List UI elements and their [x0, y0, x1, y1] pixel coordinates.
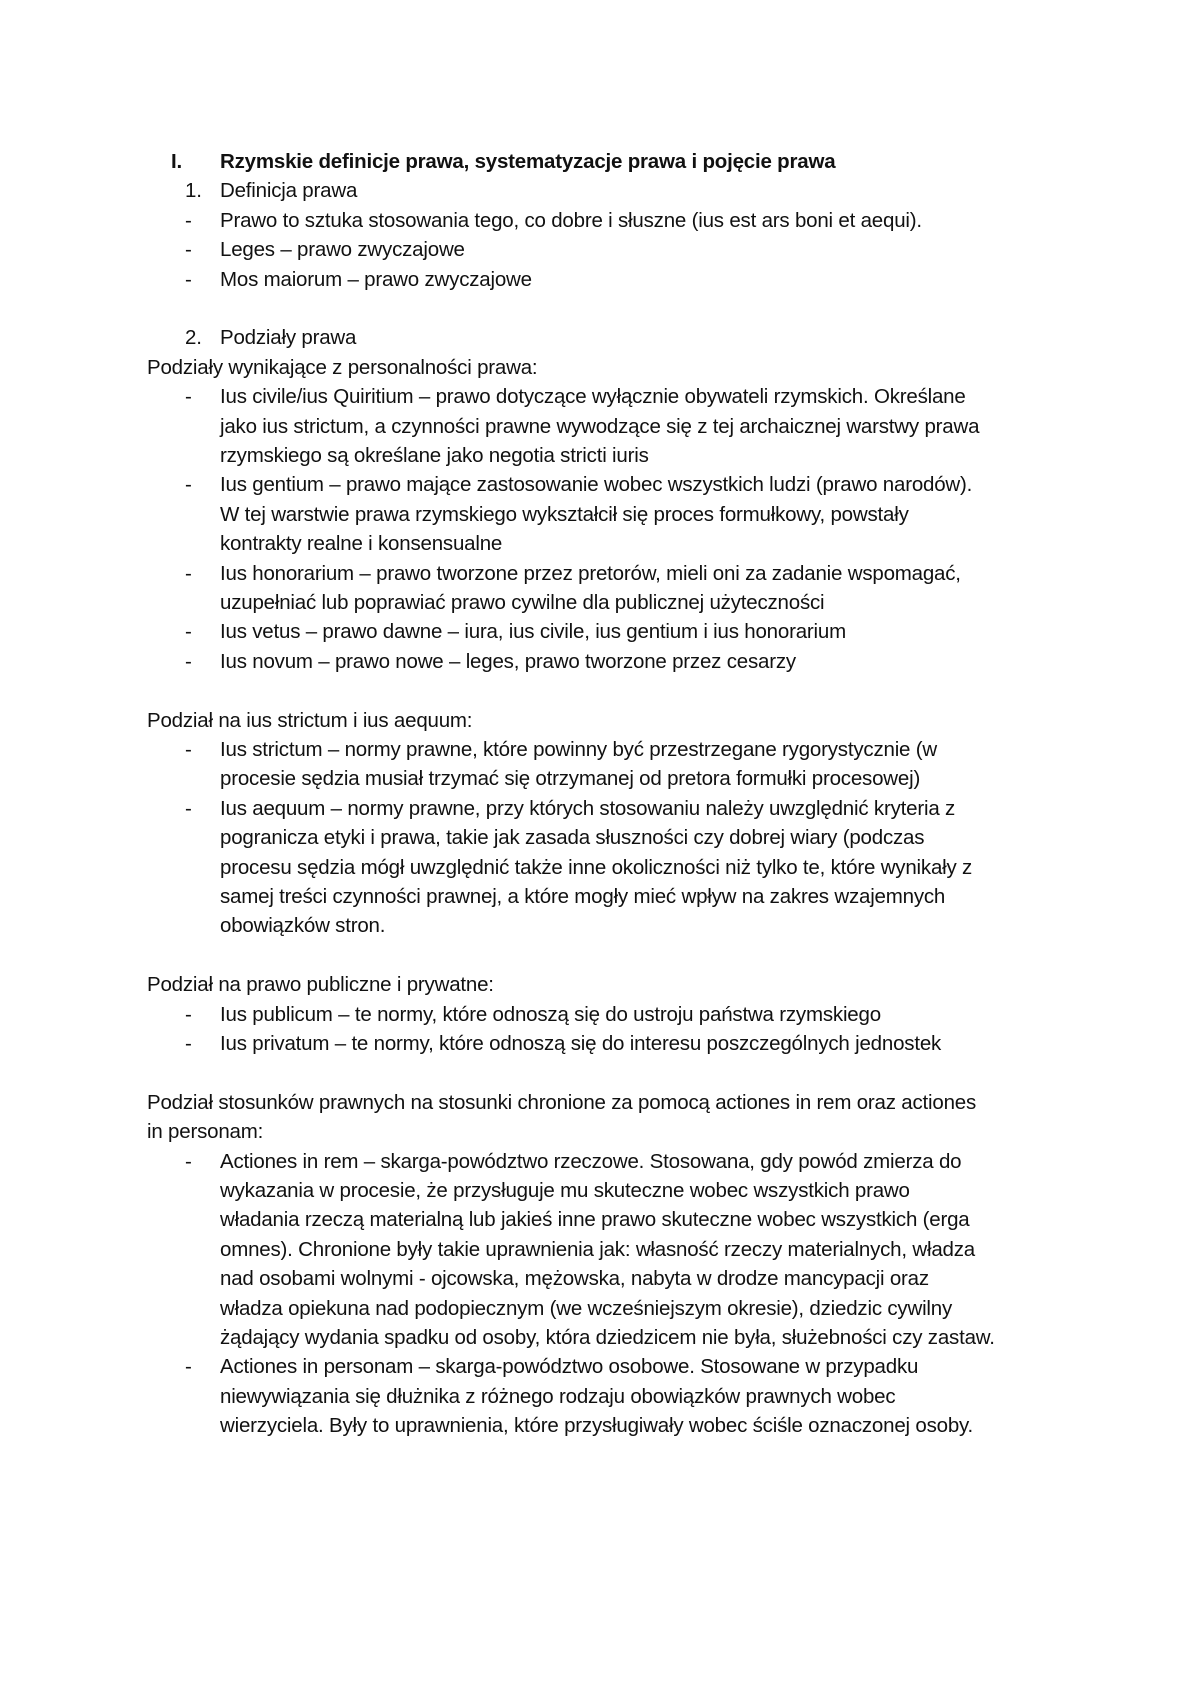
- bullet-text-line: Actiones in personam – skarga-powództwo osobowe. Stosowane w przypadku: [220, 1355, 919, 1379]
- heading-title: Rzymskie definicje prawa, systematyzacje prawa i pojęcie prawa: [220, 150, 836, 173]
- bullet-text-line: żądający wydania spadku od osoby, która dziedzicem nie była, służebności czy zastaw.: [220, 1326, 995, 1349]
- paragraph-intro: Podziały wynikające z personalności prawa:: [147, 355, 538, 379]
- bullet-text-line: pogranicza etyki i prawa, takie jak zasada słuszności czy dobrej wiary (podczas: [220, 826, 925, 850]
- paragraph-intro: Podział na prawo publiczne i prywatne:: [147, 973, 494, 997]
- bullet-text-line: obowiązków stron.: [220, 914, 386, 938]
- bullet-marker: -: [185, 561, 192, 585]
- bullet-text-line: procesu sędzia mógł uwzględnić także inne okoliczności niż tylko te, które wynikały z: [220, 855, 973, 879]
- paragraph-intro: Podział na ius strictum i ius aequum:: [147, 708, 473, 732]
- paragraph-intro: in personam:: [147, 1120, 264, 1144]
- bullet-text-line: Prawo to sztuka stosowania tego, co dobre i słuszne (ius est ars boni et aequi).: [220, 208, 922, 232]
- section-title: Definicja prawa: [220, 179, 358, 203]
- bullet-text-line: samej treści czynności prawnej, a które mogły mieć wpływ na zakres wzajemnych: [220, 885, 946, 908]
- bullet-text-line: procesie sędzia musiał trzymać się otrzymanej od pretora formułki procesowej): [220, 767, 921, 791]
- bullet-text-line: Actiones in rem – skarga-powództwo rzeczowe. Stosowana, gdy powód zmierza do: [220, 1149, 962, 1173]
- bullet-text-line: Ius strictum – normy prawne, które powinny być przestrzegane rygorystycznie (w: [220, 738, 937, 761]
- bullet-marker: -: [185, 1032, 192, 1055]
- bullet-text-line: W tej warstwie prawa rzymskiego wykształcił się proces formułkowy, powstały: [220, 502, 909, 526]
- bullet-text-line: Ius publicum – te normy, które odnoszą się do ustroju państwa rzymskiego: [220, 1002, 881, 1026]
- bullet-text-line: omnes). Chronione były takie uprawnienia jak: własność rzeczy materialnych, władza: [220, 1237, 975, 1261]
- bullet-text-line: władza opiekuna nad podopiecznym (we wcześniejszym okresie), dziedzic cywilny: [220, 1296, 953, 1320]
- bullet-text-line: Leges – prawo zwyczajowe: [220, 238, 465, 262]
- bullet-text-line: rzymskiego są określane jako negotia stricti iuris: [220, 444, 649, 467]
- bullet-marker: -: [185, 208, 192, 232]
- bullet-text-line: kontrakty realne i konsensualne: [220, 532, 503, 556]
- bullet-marker: -: [185, 620, 192, 644]
- bullet-marker: -: [185, 1355, 192, 1379]
- bullet-text-line: Ius civile/ius Quiritium – prawo dotyczące wyłącznie obywateli rzymskich. Określane: [220, 385, 966, 409]
- paragraph-intro: Podział stosunków prawnych na stosunki chronione za pomocą actiones in rem oraz actiones: [147, 1090, 977, 1114]
- bullet-text-line: niewywiązania się dłużnika z różnego rodzaju obowiązków prawnych wobec: [220, 1384, 896, 1408]
- bullet-text-line: Ius vetus – prawo dawne – iura, ius civile, ius gentium i ius honorarium: [220, 620, 846, 644]
- bullet-marker: -: [185, 738, 192, 761]
- bullet-marker: -: [185, 267, 192, 291]
- bullet-text-line: nad osobami wolnymi - ojcowska, mężowska, nabyta w drodze mancypacji oraz: [220, 1267, 929, 1291]
- bullet-marker: -: [185, 1149, 192, 1173]
- bullet-marker: -: [185, 385, 192, 409]
- bullet-text-line: wierzyciela. Były to uprawnienia, które przysługiwały wobec ściśle oznaczonej osoby.: [220, 1414, 974, 1438]
- heading-numeral: I.: [171, 150, 182, 173]
- bullet-text-line: uzupełniać lub poprawiać prawo cywilne dla publicznej użyteczności: [220, 591, 825, 614]
- bullet-text-line: wykazania w procesie, że przysługuje mu skuteczne wobec wszystkich prawo: [220, 1179, 910, 1202]
- bullet-text-line: Ius honorarium – prawo tworzone przez pretorów, mieli oni za zadanie wspomagać,: [220, 561, 961, 585]
- section-number: 2.: [185, 326, 202, 350]
- bullet-text-line: Ius novum – prawo nowe – leges, prawo tworzone przez cesarzy: [220, 649, 796, 673]
- bullet-text-line: Ius gentium – prawo mające zastosowanie wobec wszystkich ludzi (prawo narodów).: [220, 473, 973, 497]
- bullet-marker: -: [185, 238, 192, 262]
- bullet-text-line: jako ius strictum, a czynności prawne wywodzące się z tej archaicznej warstwy prawa: [220, 414, 980, 438]
- bullet-text-line: Ius aequum – normy prawne, przy których stosowaniu należy uwzględnić kryteria z: [220, 796, 956, 820]
- bullet-text-line: Ius privatum – te normy, które odnoszą się do interesu poszczególnych jednostek: [220, 1032, 942, 1055]
- section-title: Podziały prawa: [220, 326, 357, 350]
- bullet-text-line: władania rzeczą materialną lub jakieś inne prawo skuteczne wobec wszystkich (erga: [220, 1208, 970, 1232]
- bullet-marker: -: [185, 796, 192, 820]
- bullet-marker: -: [185, 1002, 192, 1026]
- bullet-text-line: Mos maiorum – prawo zwyczajowe: [220, 267, 532, 291]
- section-number: 1.: [185, 179, 202, 203]
- bullet-marker: -: [185, 473, 192, 497]
- bullet-marker: -: [185, 649, 192, 673]
